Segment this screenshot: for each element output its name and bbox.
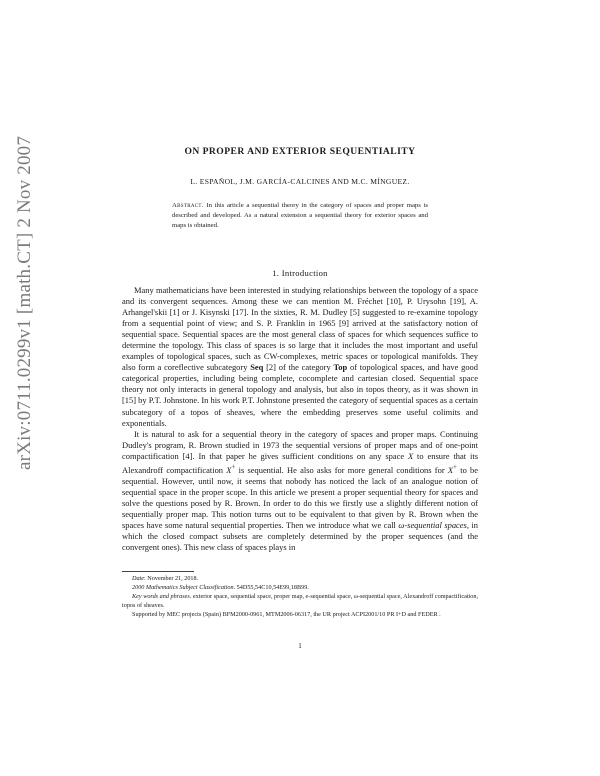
paragraph-1-text-c: of topological spaces, and have good categorical properties, including being complete, cocomplete and cartesian closed. Sequential space theory not only interacts in general topology and analysis, but also in topos theory, as it was shown in [15] by P.T. Johnstone. In his work P.T. Johnstone presented the category of sequential spaces as a certain subcategory of a topos of sheaves, where the embedding preserves some useful colimits and exponentials.	[122, 362, 478, 428]
math-superscript-plus: +	[231, 462, 236, 471]
paragraph-2-text-c: is sequential. He also asks for more general conditions for	[235, 464, 448, 475]
paper-title: ON PROPER AND EXTERIOR SEQUENTIALITY	[184, 146, 416, 157]
math-var-x: X	[226, 464, 232, 475]
page-number: 1	[298, 642, 302, 650]
abstract-text: In this article a sequential theory in the category of spaces and proper maps is described and developed. As a natural extension a sequential theory for exterior spaces and maps is obtained.	[172, 202, 428, 229]
footnote-keywords	[122, 592, 478, 610]
footnote-date	[122, 574, 478, 583]
abstract-label: Abstract.	[172, 202, 204, 209]
category-top: Top	[333, 362, 348, 373]
abstract	[172, 201, 428, 230]
footnote-date-value: : November 21, 2018.	[144, 575, 199, 582]
footnote-msc-value: 54D55,54C10,54E99,18B99.	[235, 584, 309, 591]
footnote-rule	[122, 571, 194, 572]
paragraph-1	[122, 285, 478, 429]
paragraph-2	[122, 429, 478, 553]
footnote-support: Supported by MEC projects (Spain) BFM2000-0961, MTM2006-06317, the UR project ACPI2001/10 PR I+D and FEDER .	[132, 611, 441, 618]
paragraph-2-text-d: to be sequential. However, until now, it seems that nobody has noticed the lack of an analogue notion of sequential space in the proper scope. In this article we present a proper sequential theory for spaces and solve the questions posed by R. Brown. In order to do this we firstly use a slightly different notion of sequentially proper map. This notion turns out to be equivalent to that given by R. Brown when the spaces have some natural sequential properties. Then we introduce what we call	[122, 464, 478, 530]
paragraph-2-text-a: It is natural to ask for a sequential theory in the category of spaces and proper maps. Continuing Dudley's program, R. Brown studied in 1973 the sequential versions of proper maps and of one-point compactification [4]. In that paper he gives sufficient conditions on any space	[122, 428, 478, 461]
footnote-msc	[122, 583, 478, 592]
footnotes	[122, 574, 478, 619]
footnote-date-label: Date	[132, 575, 145, 582]
category-seq: Seq	[250, 362, 264, 373]
footnote-msc-label: 2000 Mathematics Subject Classification.	[132, 584, 236, 591]
author-list: L. ESPAÑOL, J.M. GARCÍA-CALCINES AND M.C. MÍNGUEZ.	[190, 177, 410, 186]
math-var-x: X	[447, 464, 454, 475]
section-heading-introduction: 1. Introduction	[272, 268, 328, 278]
paragraph-2-text-e: , in which the closed compact subsets are completely determined by the proper sequences (and the convergent ones). This new class of spaces plays in	[122, 519, 478, 552]
paragraph-1-text-a: Many mathematicians have been interested in studying relationships between the topology of a space and its convergent sequences. Among these we can mention M. Fréchet [10], P. Urysohn [19], A. Arhangel'skii [1] or J. Kisynski [17]. In the sixties, R. M. Dudley [5] suggested to re-examine topology from a sequential point of view; and S. P. Franklin in 1965 [9] arrived at the satisfactory notion of sequential space. Sequential spaces are the most general class of spaces for which sequences suffice to determine the topology. This class of spaces is so large that it includes the most important and useful examples of topological spaces, such as CW-complexes, metric spaces or topological manifolds. They also form a coreflective subcategory	[122, 285, 478, 373]
math-superscript-plus: +	[453, 462, 457, 471]
body-text	[122, 285, 478, 553]
footnote-keywords-value: exterior space, sequential space, proper map, e-sequential space, ω-sequential space, Alexandroff compactification, topos of sheaves.	[122, 593, 478, 609]
footnote-keywords-label: Key words and phrases.	[132, 593, 192, 600]
paragraph-1-text-b: [2] of the category	[263, 362, 334, 373]
paragraph-2-text-b: to ensure that its Alexandroff compactification	[122, 450, 478, 475]
arxiv-identifier-stamp: arXiv:0711.0299v1 [math.CT] 2 Nov 2007	[14, 135, 35, 470]
term-omega-sequential-spaces: ω-sequential spaces	[398, 519, 467, 530]
math-var-x: X	[407, 450, 414, 461]
